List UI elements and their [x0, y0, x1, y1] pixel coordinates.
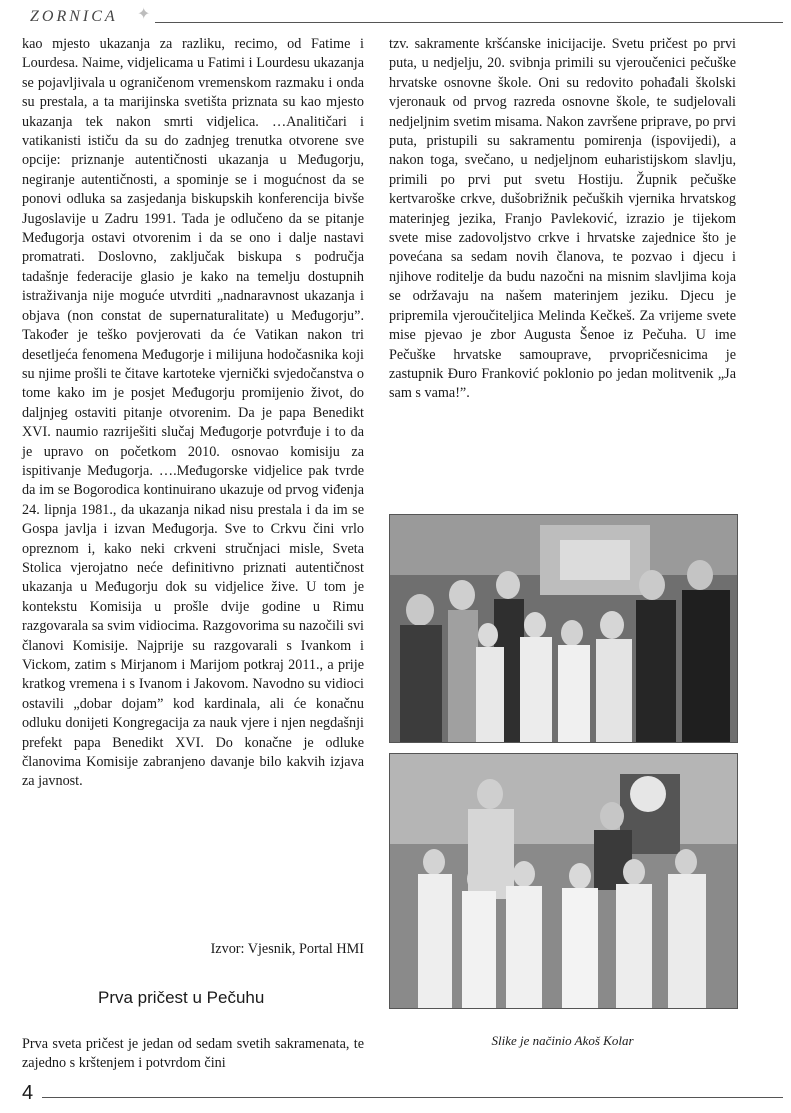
- left-article-column: [22, 35, 364, 792]
- photo-caption: Slike je načinio Akoš Kolar: [491, 1033, 634, 1048]
- group-photo: [389, 753, 738, 1009]
- section-intro-text: Prva sveta pričest je jedan od sedam svetih sakramenata, te zajedno s krštenjem i potvrdom čini: [22, 1036, 364, 1072]
- right-article-column: [389, 35, 736, 404]
- photo-illustration: [390, 754, 737, 1008]
- communion-ceremony-photo: [389, 514, 738, 743]
- magazine-logo: ZORNICA: [30, 8, 118, 25]
- page-number: 4: [22, 1082, 34, 1104]
- photo-illustration: [390, 515, 737, 742]
- star-icon: ✦: [137, 6, 151, 23]
- section-title: Prva pričest u Pečuhu: [98, 988, 265, 1007]
- section-intro-column: [22, 1035, 364, 1074]
- footer-rule: [42, 1097, 783, 1098]
- article-source: Izvor: Vjesnik, Portal HMI: [210, 941, 364, 957]
- article-body-text: kao mjesto ukazanja za razliku, recimo, od Fatime i Lourdesa. Naime, vidjelicama u Fatimi i Lourdesu ukazanja se pojavljivala u ograničenom vremenskom razmaku i onda su prestala, a ta marijinska svetišta priznata su kao mjesto ukazanja tek nakon smrti vidjelica. …Analitičari i vatikanisti ističu da su do zadnjeg trenutka otvorene sve opcije: priznanje autentičnosti ukazanja u Međugorju, negiranje autentičnosti, a spominje se i mogućnost da se ponovi odluka sa zasjedanja biskupskih konferencija bivše Jugoslavije u Zadru 1991. Tada je odlučeno da se pitanje Međugorja ostavi otvorenim i da se ono i dalje nastavi promatrati. Doslovno, zaključak biskupa s područja tadašnje federacije glasio je kako na temelju dostupnih istraživanja nije moguće utvrditi „nadnaravnost ukazanja i objava (non constat de supernaturalitate) u Međugorju”. Također je teško povjerovati da će Vatikan nakon tri desetljeća fenomena Međugorje i milijuna hodočasnika koji su njime prošli te čitave kartoteke vjernički svjedočanstva o tome kako im je posjet Međugorju promijenio život, do daljnjeg ostaviti pitanje otvorenim. Da je papa Benedikt XVI. naumio razriješiti slučaj Međugorje potvrđuje i to da je upravo on početkom 2010. osnovao komisiju za ispitivanje Međugorja. ….Međugorske vidjelice pak tvrde da im se Bogorodica kontinuirano ukazuje od prvog viđenja 24. lipnja 1981., da ukazanja nikad nisu prestala i da im se Gospa javlja i izvan Međugorja. Sve to Crkvu čini vrlo opreznom i, kako neki crkveni stručnjaci misle, Sveta Stolica vjerojatno neće definitivno priznati autentičnost ukazanja u Međugorju dok su vidjelice žive. U tom je kontekstu Komisija u prošle dvije godine u Rimu razgovarala sa svim vidiocima. Razgovorima su nazočili svi članovi Komisije. Najprije su razgovarali s Ivankom i Vickom, zatim s Mirjanom i Marijom potkraj 2011., a prije kratkog vremena i s Ivanom i Jakovom. Navodno su vidioci ostavili „dobar dojam” kod kardinala, ali će konačnu odluku donijeti Kongregacija za nauk vjere i njen negdašnji prefekt papa Benedikt XVI. Do konačne je odluke članovima Komisije zabranjeno davanje bilo kakvih izjava za javnost.: [22, 36, 364, 790]
- communion-article-text: tzv. sakramente kršćanske inicijacije. Svetu pričest po prvi puta, u nedjelju, 20. svibnja primili su vjeroučenici pečuške hrvatske osnovne škole. Oni su redovito pohađali školski vjeronauk od prvog razreda osnovne škole, te sudjelovali nedjeljnim svetim misama. Nakon završene priprave, po prvi puta, pristupili su sakramentu pomirenja (ispovijedi), a nakon toga, svečano, u nedjeljnom euharistijskom slavlju, primili po prvi put svetu Hostiju. Župnik pečuške kertvaroške crkve, dušobrižnik pečuških vjernika hrvatskog materinjeg jezika, Franjo Pavleković, izrazio je tijekom svete mise zadovoljstvo crkve i hrvatske zajednice što je povećana sa sedam novih članova, te pozvao i djecu i njihove roditelje da budu nazočni na misnim slavljima koja se održavaju na našem materinjem jeziku. Djecu je pripremila vjeroučiteljica Melinda Kečkeš. Za vrijeme svete mise pjevao je zbor Augusta Šenoe iz Pečuha. U ime Pečuške hrvatske samouprave, prvopričesnicima je zastupnik Đuro Franković poklonio po jedan molitvenik „Ja sam s vama!”.: [389, 36, 736, 402]
- header-rule: [155, 22, 783, 23]
